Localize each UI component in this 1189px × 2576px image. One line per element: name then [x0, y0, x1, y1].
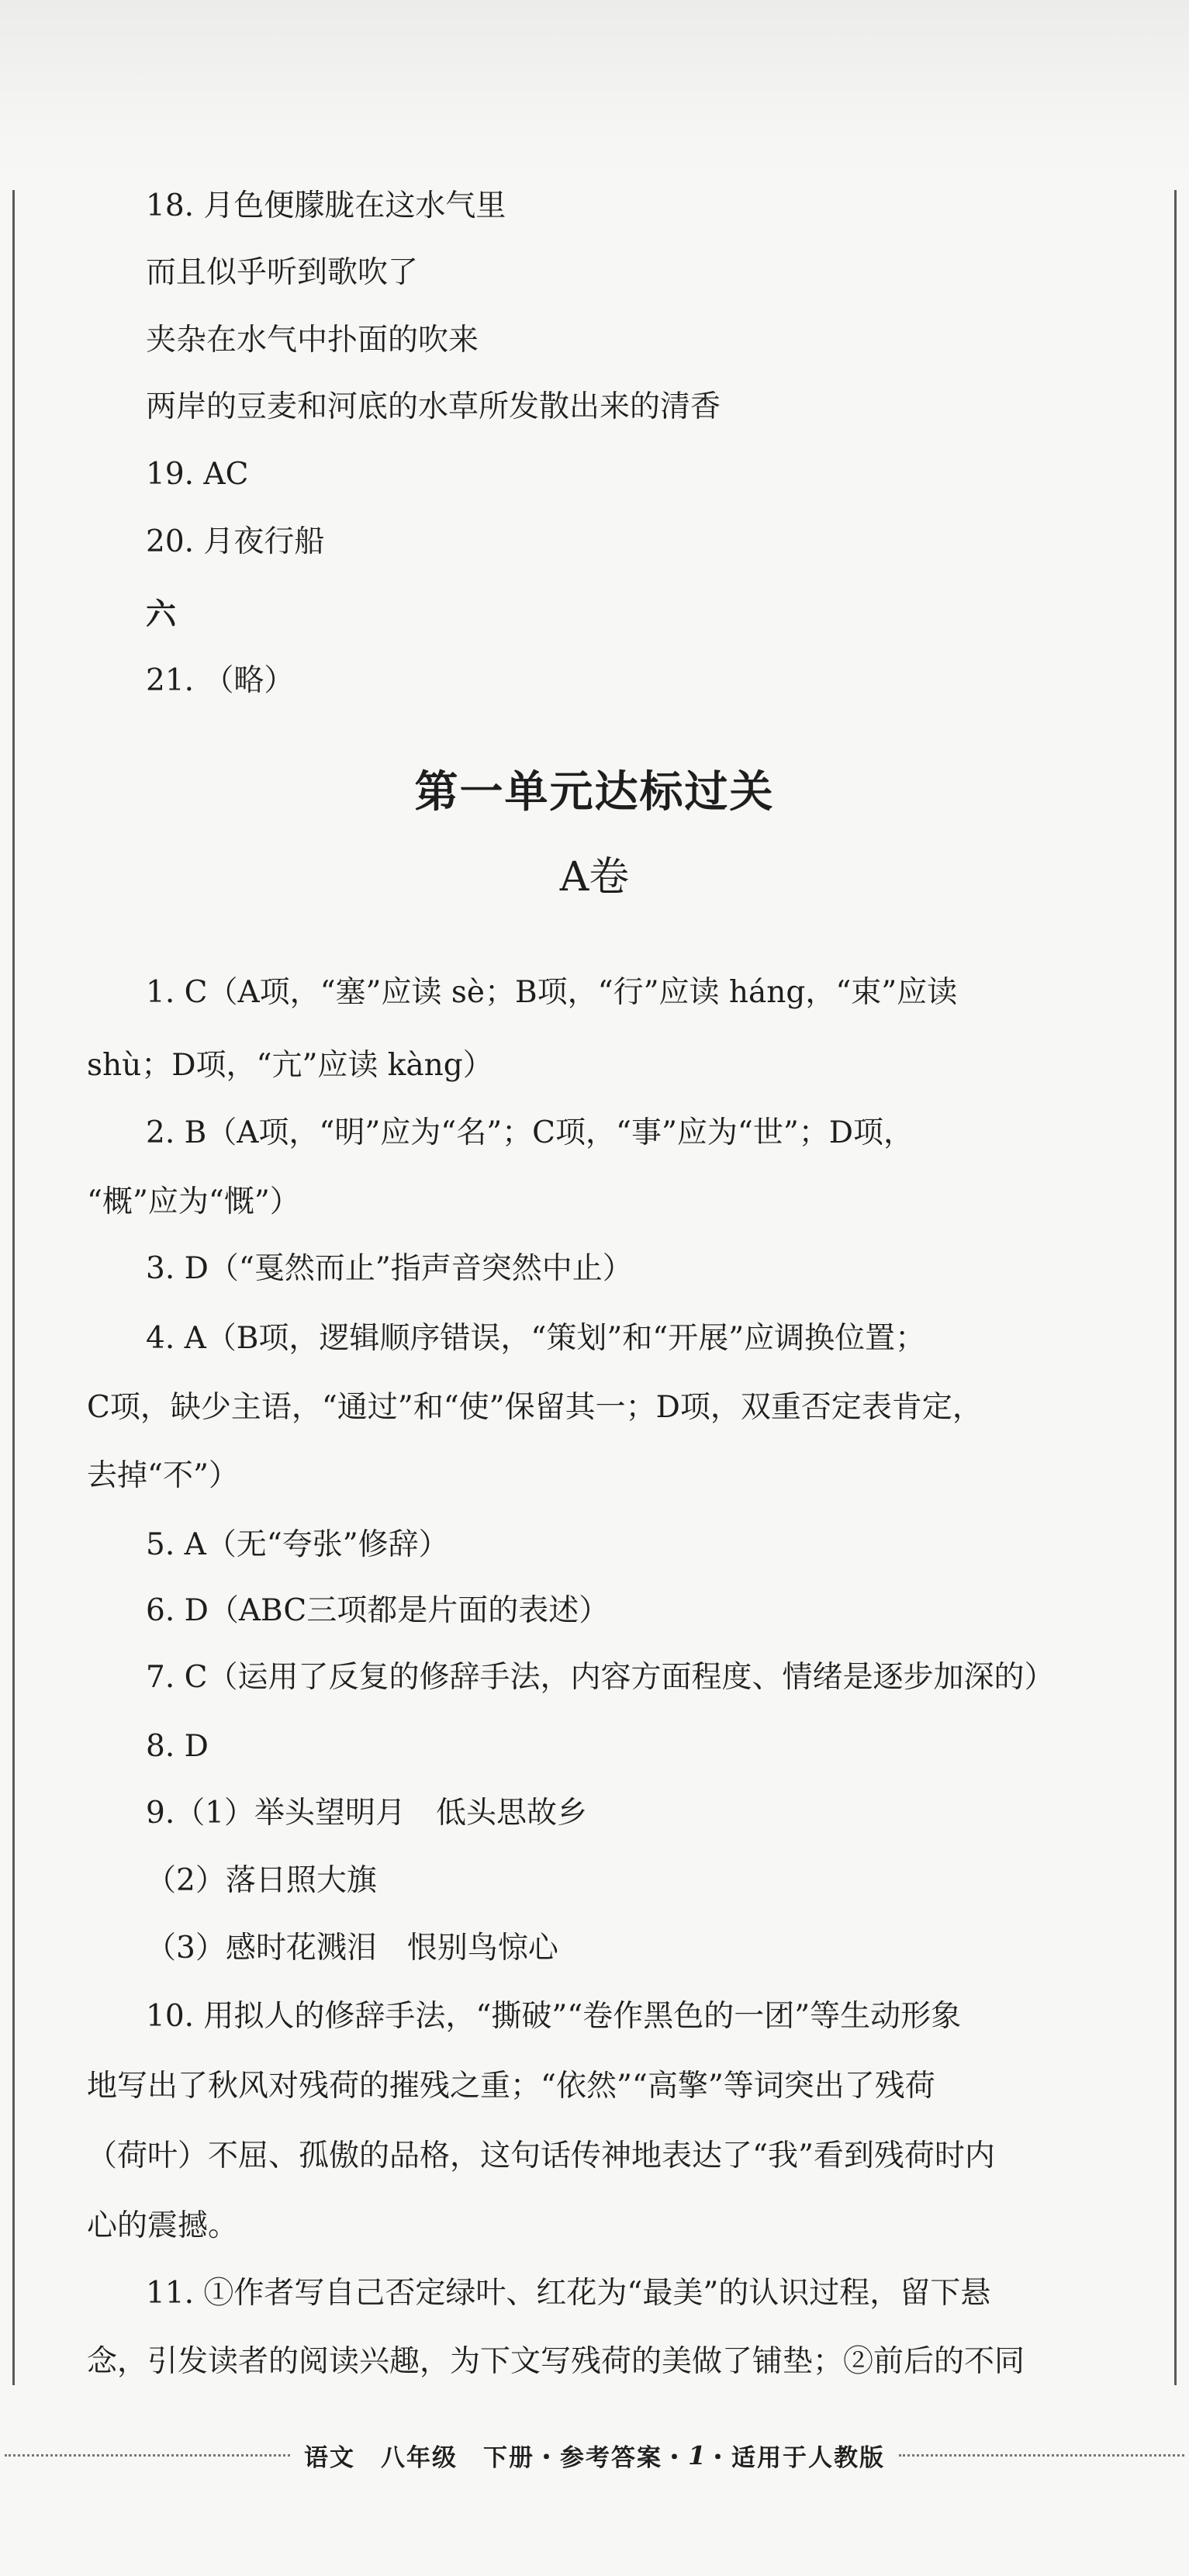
answer-line: 念，引发读者的阅读兴趣，为下文写残荷的美做了铺垫；②前后的不同: [87, 2344, 1025, 2379]
answer-line: 地写出了秋风对残荷的摧残之重；“依然”“高擎”等词突出了残荷: [87, 2069, 935, 2104]
answer-line: 心的震撼。: [87, 2208, 239, 2243]
answer-line: 夹杂在水气中扑面的吹来: [146, 323, 479, 358]
footer-dotted-rule: [899, 2454, 1184, 2457]
answer-line: 18. 月色便朦胧在这水气里: [146, 188, 506, 223]
answer-line: 8. D: [146, 1729, 209, 1764]
section-subtitle: A卷: [559, 854, 630, 901]
answer-line: （荷叶）不屈、孤傲的品格，这句话传神地表达了“我”看到残荷时内: [87, 2139, 995, 2173]
answer-line: 6. D（ABC三项都是片面的表述）: [146, 1593, 610, 1628]
answer-line: 去掉“不”）: [87, 1458, 239, 1493]
answer-line: （2）落日照大旗: [146, 1863, 377, 1898]
answer-line: 1. C（A项，“塞”应读 sè；B项，“行”应读 háng，“束”应读: [146, 975, 958, 1010]
answer-line: 3. D（“戛然而止”指声音突然中止）: [146, 1251, 633, 1286]
answer-line: “概”应为“慨”）: [87, 1184, 300, 1219]
answer-line: 11. ①作者写自己否定绿叶、红花为“最美”的认识过程，留下悬: [146, 2276, 991, 2311]
page-number: 1: [688, 2439, 706, 2471]
answer-line: 而且似乎听到歌吹了: [146, 255, 419, 290]
answer-line: 9.（1）举头望明月 低头思故乡: [146, 1796, 588, 1831]
answer-line: shù；D项，“亢”应读 kàng）: [87, 1048, 493, 1083]
answer-line: 4. A（B项，逻辑顺序错误，“策划”和“开展”应调换位置；: [146, 1321, 926, 1356]
footer-dotted-rule: [5, 2454, 290, 2457]
answer-line: 2. B（A项，“明”应为“名”；C项，“事”应为“世”；D项，: [146, 1115, 914, 1150]
page-footer: [0, 2436, 1189, 2474]
answer-line: 21. （略）: [146, 663, 295, 698]
answer-line: 10. 用拟人的修辞手法，“撕破”“卷作黑色的一团”等生动形象: [146, 1999, 962, 2034]
footer-edition: ・适用于人教版: [705, 2443, 885, 2472]
answer-line: 7. C（运用了反复的修辞手法，内容方面程度、情绪是逐步加深的）: [146, 1660, 1055, 1695]
answer-line: 19. AC: [146, 457, 249, 492]
answer-line: （3）感时花溅泪 恨别鸟惊心: [146, 1931, 558, 1966]
section-title: 第一单元达标过关: [414, 766, 775, 818]
footer-subject: 语文 八年级 下册・参考答案・: [304, 2443, 689, 2472]
answer-line: 20. 月夜行船: [146, 524, 325, 559]
answer-line: 两岸的豆麦和河底的水草所发散出来的清香: [146, 389, 721, 424]
answer-line: C项，缺少主语，“通过”和“使”保留其一；D项，双重否定表肯定，: [87, 1390, 983, 1425]
section-number: 六: [146, 596, 177, 632]
answer-line: 5. A（无“夸张”修辞）: [146, 1527, 449, 1562]
